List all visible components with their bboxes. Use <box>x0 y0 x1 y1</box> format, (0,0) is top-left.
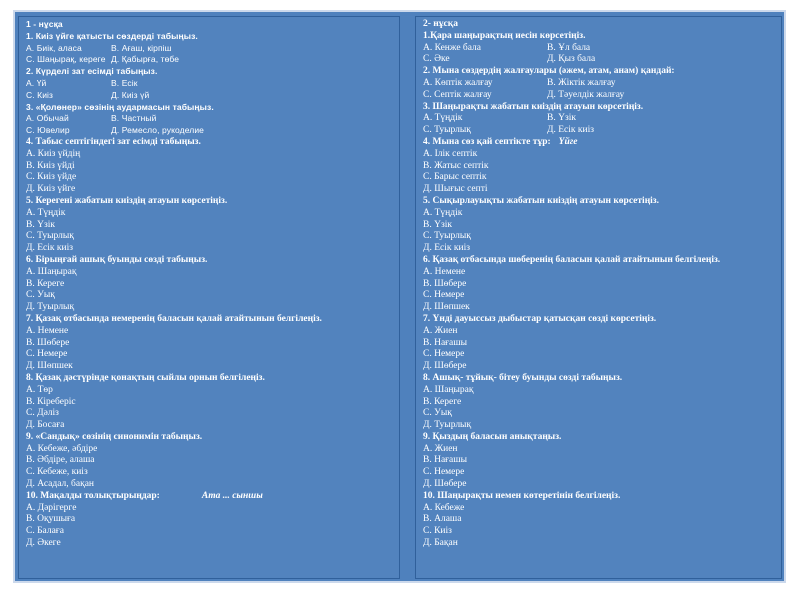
option-row <box>423 54 777 66</box>
option-row <box>423 503 777 515</box>
question-line <box>423 491 777 503</box>
option-row <box>423 338 777 350</box>
option-text: Д. Есік киіз <box>547 125 594 136</box>
question-text: 1.Қара шаңырақтың иесін көрсетіңіз. <box>423 30 586 41</box>
option-row <box>26 279 395 291</box>
option-row <box>423 243 777 255</box>
option-row <box>26 385 395 397</box>
option-row <box>26 220 395 232</box>
option-row <box>423 161 777 173</box>
option-text: А. Дәрігерге <box>26 502 77 513</box>
option-text: В. Киіз үйді <box>26 160 75 171</box>
question-italic-phrase: Ата ... сыншы <box>201 490 263 501</box>
option-row <box>26 444 395 456</box>
option-text: А. Немене <box>26 325 69 336</box>
option-row <box>423 125 777 137</box>
option-row <box>423 420 777 432</box>
question-line <box>26 314 395 326</box>
question-line <box>26 255 395 267</box>
option-text: А. Кебеже <box>423 502 465 513</box>
option-text: С. Уық <box>423 408 452 419</box>
option-text: А. Төр <box>26 384 53 395</box>
option-row <box>423 149 777 161</box>
option-text: В. Әбдіре, алаша <box>26 455 95 466</box>
question-text: 4. Мына сөз қай септікте тұр: <box>423 136 551 147</box>
option-text: Д. Есік киіз <box>26 243 73 254</box>
option-text: А. Немене <box>423 266 466 277</box>
option-row <box>423 113 777 125</box>
question-line <box>26 102 395 114</box>
question-line <box>26 31 395 43</box>
question-line <box>423 432 777 444</box>
option-text: С. Немере <box>423 290 465 301</box>
option-row <box>423 467 777 479</box>
option-text: А. Кенже бала <box>423 42 482 53</box>
option-row <box>26 90 395 102</box>
option-text: А. Кебеже, әбдіре <box>26 443 98 454</box>
option-row <box>26 420 395 432</box>
option-row <box>26 208 395 220</box>
option-text: Д. Есік киіз <box>423 243 470 254</box>
option-text: В. Үзік <box>26 219 55 230</box>
option-row <box>423 385 777 397</box>
option-row <box>423 220 777 232</box>
question-text: 2. Күрделі зат есімді табыңыз. <box>26 66 158 77</box>
option-row <box>26 113 395 125</box>
variant-title: 2- нұсқа <box>423 19 458 29</box>
option-row <box>423 208 777 220</box>
option-row <box>26 290 395 302</box>
option-text: А. Шаңырақ <box>423 384 474 395</box>
option-row <box>26 349 395 361</box>
option-row <box>423 43 777 55</box>
option-text: С. Туырлық <box>26 231 74 242</box>
option-text: Д. Босаға <box>26 420 65 431</box>
option-text: В. Жіктік жалғау <box>547 77 616 88</box>
option-text: С. Немере <box>26 349 68 360</box>
option-row <box>423 326 777 338</box>
option-text: С. Киіз <box>26 89 54 100</box>
option-text: В. Есік <box>111 77 138 88</box>
option-row <box>26 514 395 526</box>
question-line <box>26 66 395 78</box>
question-text: 5. Сықырлауықты жабатын киіздің атауын көрсетіңіз. <box>423 195 660 206</box>
option-text: В. Шөбере <box>26 337 70 348</box>
option-row <box>26 267 395 279</box>
option-row <box>423 172 777 184</box>
question-text: 6. Бірыңғай ашық буынды сөзді табыңыз. <box>26 254 208 265</box>
option-text: С. Септік жалғау <box>423 89 492 100</box>
option-row <box>423 397 777 409</box>
option-text: А. Жиен <box>423 443 458 454</box>
option-row <box>26 125 395 137</box>
option-text: В. Жатыс септік <box>423 160 489 171</box>
option-text: Д. Асадал, бақан <box>26 479 94 490</box>
option-row <box>26 538 395 550</box>
option-row <box>423 514 777 526</box>
option-row <box>26 43 395 55</box>
option-text: Д. Туырлық <box>26 302 75 313</box>
option-row <box>26 479 395 491</box>
option-text: С. Киіз үйде <box>26 172 77 183</box>
question-line <box>423 137 777 149</box>
option-row <box>26 172 395 184</box>
option-row <box>423 90 777 102</box>
option-text: В. Үзік <box>547 113 576 124</box>
question-line <box>26 491 395 503</box>
option-text: Д. Тәуелдік жалғау <box>547 89 625 100</box>
question-text: 9. «Сандық» сөзінің синонимін табыңыз. <box>26 431 203 442</box>
question-line <box>26 373 395 385</box>
option-row <box>26 361 395 373</box>
option-text: Д. Ремесло, рукоделие <box>111 125 205 136</box>
question-text: 10. Шаңырақты немен көтеретінін белгілеңіз. <box>423 490 621 501</box>
option-text: А. Көптік жалғау <box>423 77 493 88</box>
option-text: С. Барыс септік <box>423 172 487 183</box>
question-line <box>423 373 777 385</box>
question-text: 8. Ашық- тұйық- бітеу буынды сөзді табыңыз. <box>423 372 623 383</box>
option-row <box>423 302 777 314</box>
option-text: С. Туырлық <box>423 125 471 136</box>
option-row <box>26 338 395 350</box>
option-text: А. Үй <box>26 77 47 88</box>
option-text: Д. Әкеге <box>26 538 61 549</box>
option-text: Д. Қабырға, төбе <box>111 54 180 65</box>
question-line <box>423 196 777 208</box>
option-row <box>26 54 395 66</box>
option-row <box>423 526 777 538</box>
option-row <box>423 290 777 302</box>
option-text: С. Ювелир <box>26 125 70 136</box>
option-text: В. Алаша <box>423 514 462 525</box>
option-text: А. Ілік септік <box>423 148 478 159</box>
option-text: В. Ұл бала <box>547 42 591 53</box>
question-text: 1. Киіз үйге қатысты сөздерді табыңыз. <box>26 30 198 41</box>
option-text: В. Ағаш, кірпіш <box>111 42 172 53</box>
option-row <box>26 408 395 420</box>
option-row <box>423 361 777 373</box>
option-row <box>26 503 395 515</box>
option-text: С. Немере <box>423 349 465 360</box>
option-row <box>423 444 777 456</box>
option-row <box>423 479 777 491</box>
option-text: С. Балаға <box>26 526 64 537</box>
option-text: А. Түңдік <box>26 207 66 218</box>
option-text: В. Нағашы <box>423 455 467 466</box>
option-text: Д. Киіз үйге <box>26 184 76 195</box>
option-text: А. Киіз үйдің <box>26 148 81 159</box>
option-text: Д. Шөбере <box>423 361 467 372</box>
option-row <box>26 326 395 338</box>
option-text: С. Әке <box>423 54 450 65</box>
option-row <box>26 78 395 90</box>
option-row <box>26 243 395 255</box>
option-text: С. Туырлық <box>423 231 471 242</box>
option-text: А. Шаңырақ <box>26 266 77 277</box>
question-line <box>423 66 777 78</box>
option-row <box>26 467 395 479</box>
question-text: 3. «Қолөнер» сөзінің аудармасын табыңыз. <box>26 101 214 112</box>
option-text: Д. Киіз үй <box>111 89 150 100</box>
option-text: С. Шаңырақ, кереге <box>26 54 106 65</box>
option-text: Д. Қыз бала <box>547 54 596 65</box>
option-row <box>26 161 395 173</box>
option-text: В. Кереге <box>26 278 65 289</box>
question-text: 2. Мына сөздердің жалғаулары (әжем, атам, анам) қандай: <box>423 66 675 77</box>
option-text: С. Дәліз <box>26 408 59 419</box>
option-row <box>423 231 777 243</box>
quiz-column-right <box>415 16 782 579</box>
option-text: А. Түңдік <box>423 113 463 124</box>
variant-title: 1 - нұсқа <box>26 19 63 29</box>
option-text: В. Үзік <box>423 219 452 230</box>
question-text: 10. Мақалды толықтырыңдар: <box>26 490 160 501</box>
question-text: 7. Үнді дауыссыз дыбыстар қатысқан сөзді көрсетіңіз. <box>423 313 657 324</box>
question-text: 8. Қазақ дәстүрінде қонақтың сыйлы орнын белгілеңіз. <box>26 372 265 383</box>
option-row <box>26 397 395 409</box>
option-text: С. Уық <box>26 290 55 301</box>
option-text: Д. Шөпшек <box>423 302 470 313</box>
option-row <box>26 231 395 243</box>
option-text: С. Киіз <box>423 526 452 537</box>
option-row <box>423 279 777 291</box>
question-text: 9. Қыздың баласын анықтаңыз. <box>423 431 562 442</box>
option-row <box>423 78 777 90</box>
option-text: Д. Туырлық <box>423 420 472 431</box>
option-row <box>26 455 395 467</box>
question-line <box>26 196 395 208</box>
question-text: 3. Шаңырақты жабатын киіздің атауын көрсетіңіз. <box>423 101 644 112</box>
question-text: 6. Қазақ отбасында шөберенің баласын қалай атайтынын белгілеңіз. <box>423 254 721 265</box>
option-text: Д. Шөпшек <box>26 361 73 372</box>
quiz-column-left <box>18 16 400 579</box>
question-line <box>423 255 777 267</box>
question-line <box>423 314 777 326</box>
option-text: В. Нағашы <box>423 337 467 348</box>
option-text: В. Кереге <box>423 396 462 407</box>
question-line <box>26 137 395 149</box>
question-text: 7. Қазақ отбасында немеренің баласын қалай атайтынын белгілеңіз. <box>26 313 322 324</box>
option-row <box>423 538 777 550</box>
option-row <box>423 455 777 467</box>
question-line <box>423 31 777 43</box>
question-text: 4. Табыс септігіндегі зат есімді табыңыз. <box>26 136 201 147</box>
option-text: В. Оқушыға <box>26 514 76 525</box>
option-row <box>26 302 395 314</box>
option-row <box>26 149 395 161</box>
question-italic-phrase: Үйге <box>558 136 578 147</box>
option-text: А. Обычай <box>26 113 69 124</box>
option-text: А. Жиен <box>423 325 458 336</box>
option-text: В. Кіреберіс <box>26 396 76 407</box>
question-line <box>423 102 777 114</box>
option-row <box>423 267 777 279</box>
option-row <box>423 349 777 361</box>
question-text: 5. Керегені жабатын киіздің атауын көрсетіңіз. <box>26 195 228 206</box>
option-text: В. Частный <box>111 113 157 124</box>
option-text: А. Түңдік <box>423 207 463 218</box>
question-line <box>26 432 395 444</box>
option-text: А. Биік, аласа <box>26 42 82 53</box>
option-row <box>26 184 395 196</box>
option-text: С. Кебеже, киіз <box>26 467 88 478</box>
option-row <box>423 408 777 420</box>
option-row <box>26 526 395 538</box>
slide <box>13 10 786 583</box>
option-row <box>423 184 777 196</box>
option-text: Д. Шөбере <box>423 479 467 490</box>
option-text: Д. Шығыс септі <box>423 184 488 195</box>
option-text: Д. Бақан <box>423 538 458 549</box>
option-text: С. Немере <box>423 467 465 478</box>
option-text: В. Шөбере <box>423 278 467 289</box>
